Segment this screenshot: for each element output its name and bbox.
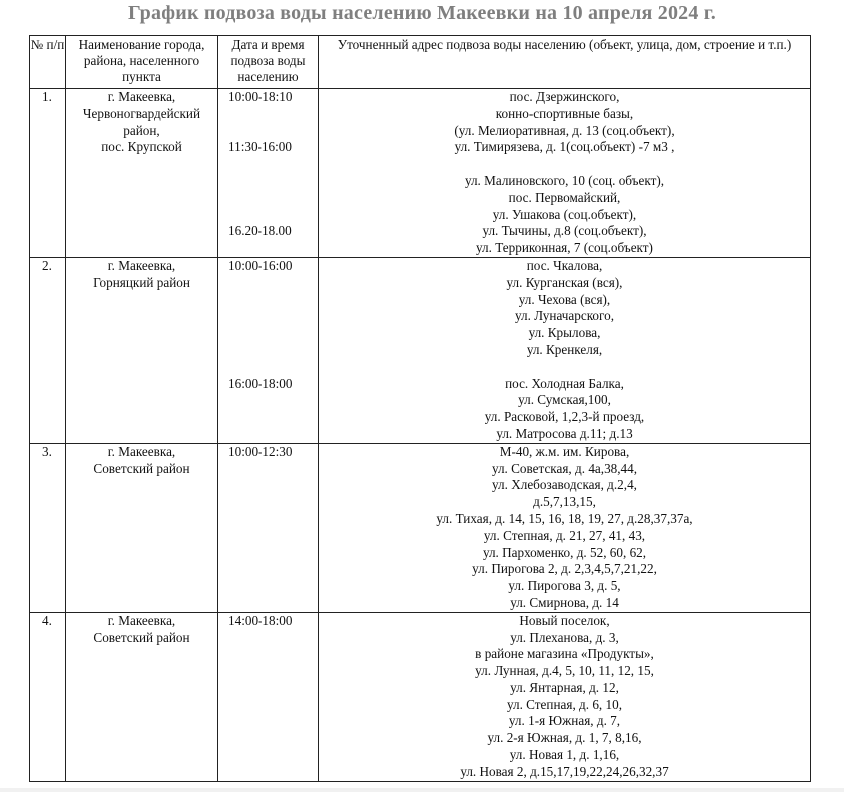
address-line: ул. Советская, д. 4а,38,44, (491, 460, 638, 476)
address-line: ул. Сумская,100, (518, 392, 611, 408)
place-line: район, (123, 122, 160, 138)
place-cell (66, 257, 218, 443)
place-line: Советский район (93, 460, 190, 476)
address-line: в районе магазина «Продукты», (475, 646, 654, 662)
header-num: № п/п (30, 36, 66, 89)
time-line: 16.20-18.00 (228, 223, 292, 239)
page-bottom-edge (0, 788, 844, 792)
table-row (30, 443, 811, 612)
address-line: ул. Пирогова 3, д. 5, (508, 578, 621, 594)
time-cell (218, 257, 319, 443)
place-line: г. Макеевка, (107, 257, 176, 273)
time-line (228, 325, 318, 342)
time-line (228, 342, 318, 359)
time-line: 11:30-16:00 (228, 139, 292, 155)
address-line: ул. Плеханова, д. 3, (510, 629, 619, 645)
time-line (228, 292, 318, 309)
address-line: ул. Тихая, д. 14, 15, 16, 18, 19, 27, д.28,37,37а, (436, 510, 693, 526)
address-line: ул. 2-я Южная, д. 1, 7, 8,16, (487, 730, 642, 746)
table-header-row (30, 36, 811, 89)
address-line: ул. Ушакова (соц.объект), (492, 206, 637, 222)
place-cell (66, 612, 218, 781)
address-line: ул. Янтарная, д. 12, (510, 679, 619, 695)
row-number: 2. (30, 257, 66, 443)
address-line: пос. Чкалова, (526, 257, 603, 273)
time-line: 10:00-12:30 (228, 443, 293, 459)
time-line: 10:00-18:10 (228, 89, 293, 104)
place-cell (66, 89, 218, 258)
time-line (228, 190, 318, 207)
table-body (30, 89, 811, 782)
table-row (30, 257, 811, 443)
address-line: ул. Тимирязева, д. 1(соц.объект) -7 м3 , (454, 139, 675, 155)
address-line: конно-спортивные базы, (495, 105, 634, 121)
time-line (228, 123, 318, 140)
address-line: пос. Первомайский, (508, 189, 621, 205)
row-number: 4. (30, 612, 66, 781)
time-line (228, 156, 318, 173)
address-line: ул. Новая 1, д. 1,16, (509, 747, 620, 763)
place-cell (66, 443, 218, 612)
water-schedule-table (29, 35, 811, 782)
address-line: ул. Степная, д. 6, 10, (506, 696, 623, 712)
address-line: ул. Тычины, д.8 (соц.объект), (482, 223, 647, 239)
address-line: ул. Крылова, (528, 325, 601, 341)
address-line: (ул. Мелиоративная, д. 13 (соц.объект), (454, 122, 675, 138)
time-cell (218, 612, 319, 781)
page-title: График подвоза воды населению Макеевки на 10 апреля 2024 г. (128, 2, 716, 24)
address-line (319, 359, 810, 376)
time-line (228, 106, 318, 123)
address-line: ул. 1-я Южная, д. 7, (508, 713, 621, 729)
address-cell (319, 612, 811, 781)
place-line: г. Макеевка, (107, 89, 176, 104)
address-line: ул. Кренкеля, (526, 341, 603, 357)
header-address: Уточненный адрес подвоза воды населению (объект, улица, дом, строение и т.п.) (319, 36, 811, 89)
header-place: Наименование города, района, населенного пункта (66, 36, 218, 89)
address-line: ул. Пирогова 2, д. 2,3,4,5,7,21,22, (472, 561, 657, 577)
address-line: пос. Дзержинского, (509, 89, 620, 104)
address-line: ул. Смирнова, д. 14 (510, 594, 619, 610)
time-cell (218, 443, 319, 612)
address-line: ул. Малиновского, 10 (соц. объект), (464, 172, 665, 188)
header-time: Дата и время подвоза воды населению (218, 36, 319, 89)
row-number: 3. (30, 443, 66, 612)
place-line: г. Макеевка, (107, 443, 176, 459)
time-cell (218, 89, 319, 258)
address-line (319, 156, 810, 173)
address-line: ул. Новая 2, д.15,17,19,22,24,26,32,37 (460, 763, 669, 779)
time-line (228, 359, 318, 376)
address-line: ул. Терриконная, 7 (соц.объект) (476, 240, 653, 256)
place-line: пос. Крупской (101, 139, 182, 155)
time-line: 16:00-18:00 (228, 375, 293, 391)
address-line: Новый поселок, (519, 612, 610, 628)
address-line: пос. Холодная Балка, (505, 375, 624, 391)
address-line: ул. Пархоменко, д. 52, 60, 62, (482, 544, 647, 560)
time-line: 10:00-16:00 (228, 257, 293, 273)
address-cell (319, 89, 811, 258)
place-line: Горняцкий район (93, 274, 190, 290)
address-cell (319, 443, 811, 612)
place-line: Червоногвардейский (82, 105, 201, 121)
address-line: ул. Лунная, д.4, 5, 10, 11, 12, 15, (475, 663, 654, 679)
address-line: М-40, ж.м. им. Кирова, (499, 443, 630, 459)
address-line: ул. Степная, д. 21, 27, 41, 43, (483, 527, 646, 543)
address-line: ул. Чехова (вся), (518, 291, 611, 307)
address-line: ул. Матросова д.11; д.13 (496, 425, 633, 441)
address-cell (319, 257, 811, 443)
address-line: д.5,7,13,15, (533, 494, 596, 510)
time-line (228, 275, 318, 292)
address-line: ул. Курганская (вся), (506, 274, 623, 290)
address-line: ул. Расковой, 1,2,3-й проезд, (484, 409, 645, 425)
time-line (228, 207, 318, 224)
place-line: г. Макеевка, (107, 612, 176, 628)
address-line: ул. Луначарского, (514, 308, 614, 324)
time-line: 14:00-18:00 (228, 612, 293, 628)
table-row (30, 89, 811, 258)
time-line (228, 173, 318, 190)
place-line: Советский район (93, 629, 190, 645)
address-line: ул. Хлебозаводская, д.2,4, (492, 477, 637, 493)
time-line (228, 308, 318, 325)
row-number: 1. (30, 89, 66, 258)
table-row (30, 612, 811, 781)
